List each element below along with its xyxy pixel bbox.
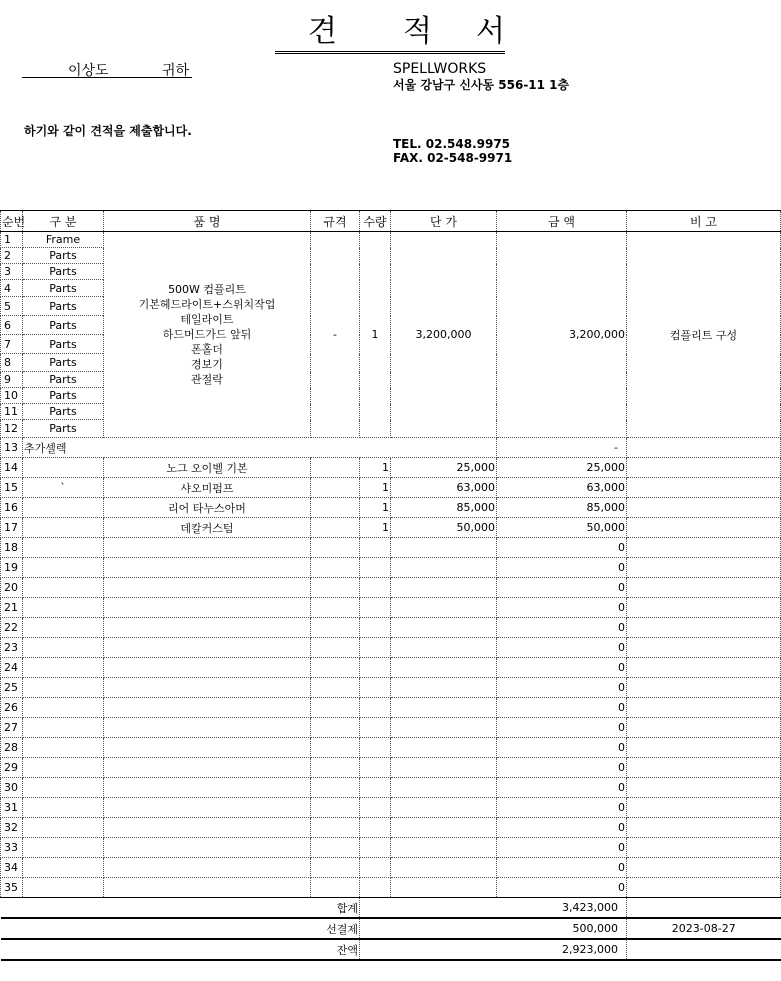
- row-number: 3: [1, 264, 23, 280]
- row-number: 17: [1, 518, 23, 538]
- row-amount: 85,000: [497, 498, 627, 518]
- row-number: 32: [1, 818, 23, 838]
- item-line: 경보기: [191, 358, 223, 371]
- row-unit-price: [391, 718, 497, 738]
- row-spec: [311, 638, 360, 658]
- row-category: [23, 798, 104, 818]
- table-row: [1, 718, 781, 738]
- row-unit-price: [391, 758, 497, 778]
- row-number: 35: [1, 878, 23, 898]
- table-row: [1, 498, 781, 518]
- row-number: 21: [1, 598, 23, 618]
- row-remark: [627, 538, 781, 558]
- table-row: [1, 878, 781, 898]
- row-item: [104, 678, 311, 698]
- total-remark: [627, 898, 781, 919]
- row-remark: [627, 798, 781, 818]
- row-unit-price: 63,000: [391, 478, 497, 498]
- row-spec: [311, 738, 360, 758]
- recipient-name: 이상도: [68, 63, 109, 79]
- total-gap: [360, 939, 497, 960]
- row-qty: [360, 558, 391, 578]
- row-number: 23: [1, 638, 23, 658]
- row-item: 샤오미펌프: [104, 478, 311, 498]
- row-qty: [360, 598, 391, 618]
- row-remark: [627, 518, 781, 538]
- main-item-description: [104, 232, 311, 438]
- row-remark: [627, 738, 781, 758]
- row-amount: 50,000: [497, 518, 627, 538]
- row-amount: 0: [497, 718, 627, 738]
- row-number: 10: [1, 388, 23, 404]
- row-qty: 1: [360, 498, 391, 518]
- row-amount: 0: [497, 778, 627, 798]
- total-label: 선결제: [1, 918, 360, 939]
- row-number: 16: [1, 498, 23, 518]
- row-qty: [360, 798, 391, 818]
- recipient-honorific: 귀하: [162, 63, 190, 79]
- row-amount: 0: [497, 618, 627, 638]
- row-number: 29: [1, 758, 23, 778]
- row-amount: 0: [497, 758, 627, 778]
- row-unit-price: [391, 878, 497, 898]
- total-gap: [360, 918, 497, 939]
- row-remark: [627, 558, 781, 578]
- row-item: [104, 858, 311, 878]
- row-amount: 0: [497, 638, 627, 658]
- row-amount: 0: [497, 598, 627, 618]
- row-unit-price: [391, 658, 497, 678]
- row-item: [104, 798, 311, 818]
- row-category: Frame: [23, 232, 104, 248]
- row-number: 25: [1, 678, 23, 698]
- row-spec: [311, 558, 360, 578]
- row-qty: [360, 878, 391, 898]
- row-amount: 0: [497, 818, 627, 838]
- row-unit-price: [391, 778, 497, 798]
- item-line: 500W 컴플리트: [168, 283, 246, 296]
- row-category: [23, 658, 104, 678]
- header-item: 품 명: [104, 211, 311, 232]
- total-remark: [627, 939, 781, 960]
- total-row: [1, 939, 781, 960]
- main-unit-price: 3,200,000: [391, 232, 497, 438]
- table-row: [1, 558, 781, 578]
- company-name: SPELLWORKS: [393, 61, 487, 77]
- item-line: 폰홀더: [191, 343, 223, 356]
- row-unit-price: 25,000: [391, 458, 497, 478]
- row-amount: 0: [497, 678, 627, 698]
- row-category: Parts: [23, 372, 104, 388]
- table-row: [1, 518, 781, 538]
- company-fax: FAX. 02-548-9971: [393, 151, 513, 165]
- main-qty: 1: [360, 232, 391, 438]
- row-number: 7: [1, 335, 23, 354]
- row-category: Parts: [23, 280, 104, 297]
- row-category: [23, 538, 104, 558]
- total-row: [1, 898, 781, 919]
- row-item: [104, 738, 311, 758]
- row-category: Parts: [23, 264, 104, 280]
- row-unit-price: [391, 858, 497, 878]
- row-remark: [627, 618, 781, 638]
- row-spec: [311, 578, 360, 598]
- row-spec: [311, 618, 360, 638]
- row-spec: [311, 718, 360, 738]
- row-unit-price: [391, 698, 497, 718]
- total-row: [1, 918, 781, 939]
- row-item: [104, 818, 311, 838]
- main-spec: -: [311, 232, 360, 438]
- row-number: 2: [1, 248, 23, 264]
- row-number: 6: [1, 316, 23, 335]
- row-item: [104, 698, 311, 718]
- row-item: 노그 오이벨 기본: [104, 458, 311, 478]
- row-category: [23, 598, 104, 618]
- row-item: [104, 838, 311, 858]
- row-category: Parts: [23, 404, 104, 420]
- row-qty: [360, 538, 391, 558]
- row-remark: [627, 578, 781, 598]
- table-row: [1, 818, 781, 838]
- company-address: 서울 강남구 신사동 556-11 1층: [393, 78, 570, 92]
- row-category: [23, 818, 104, 838]
- row-number: 1: [1, 232, 23, 248]
- row-item: 데칼커스텀: [104, 518, 311, 538]
- table-row: [1, 758, 781, 778]
- row-unit-price: 50,000: [391, 518, 497, 538]
- row-category: [23, 738, 104, 758]
- row-category: [23, 678, 104, 698]
- row-remark: [627, 658, 781, 678]
- title-char: 서: [476, 14, 505, 49]
- row-amount: 25,000: [497, 458, 627, 478]
- total-remark: 2023-08-27: [627, 918, 781, 939]
- row-category: Parts: [23, 297, 104, 316]
- table-row: [1, 738, 781, 758]
- row-number: 14: [1, 458, 23, 478]
- row-spec: [311, 498, 360, 518]
- row-category: [23, 698, 104, 718]
- row-qty: [360, 738, 391, 758]
- row-spec: [311, 878, 360, 898]
- row-remark: [627, 478, 781, 498]
- row-spec: [311, 778, 360, 798]
- row-qty: 1: [360, 518, 391, 538]
- row-category: [23, 778, 104, 798]
- row-number: 19: [1, 558, 23, 578]
- quote-table: [0, 210, 781, 961]
- table-row: [1, 858, 781, 878]
- row-remark: [627, 698, 781, 718]
- row-item: [104, 718, 311, 738]
- section-label: 추가셀렉: [23, 438, 497, 458]
- row-number: 15: [1, 478, 23, 498]
- row-remark: [627, 858, 781, 878]
- row-item: [104, 618, 311, 638]
- row-item: [104, 558, 311, 578]
- row-unit-price: [391, 638, 497, 658]
- row-number: 8: [1, 354, 23, 372]
- row-spec: [311, 478, 360, 498]
- row-amount: -: [497, 438, 627, 458]
- main-amount: 3,200,000: [497, 232, 627, 438]
- row-number: 28: [1, 738, 23, 758]
- row-number: 22: [1, 618, 23, 638]
- row-qty: [360, 858, 391, 878]
- row-remark: [627, 778, 781, 798]
- header-category: 구 분: [23, 211, 104, 232]
- row-spec: [311, 658, 360, 678]
- row-category: [23, 618, 104, 638]
- row-remark: [627, 458, 781, 478]
- row-unit-price: [391, 618, 497, 638]
- row-remark: [627, 878, 781, 898]
- row-number: 20: [1, 578, 23, 598]
- row-category: Parts: [23, 335, 104, 354]
- table-row: [1, 778, 781, 798]
- recipient-line: [22, 60, 192, 78]
- row-number: 26: [1, 698, 23, 718]
- row-item: [104, 538, 311, 558]
- row-amount: 0: [497, 858, 627, 878]
- row-remark: [627, 678, 781, 698]
- row-category: [23, 878, 104, 898]
- row-qty: [360, 578, 391, 598]
- row-unit-price: [391, 578, 497, 598]
- main-remark: 컴플리트 구성: [627, 232, 781, 438]
- row-qty: [360, 638, 391, 658]
- row-number: 5: [1, 297, 23, 316]
- row-item: [104, 658, 311, 678]
- row-remark: [627, 818, 781, 838]
- row-amount: 0: [497, 878, 627, 898]
- row-amount: 0: [497, 838, 627, 858]
- row-unit-price: [391, 598, 497, 618]
- row-number: 31: [1, 798, 23, 818]
- header-remark: 비 고: [627, 211, 781, 232]
- row-amount: 0: [497, 658, 627, 678]
- row-number: 4: [1, 280, 23, 297]
- item-line: 관절락: [191, 373, 223, 386]
- total-amount: 2,923,000: [497, 939, 627, 960]
- row-qty: 1: [360, 458, 391, 478]
- row-spec: [311, 798, 360, 818]
- row-spec: [311, 818, 360, 838]
- row-spec: [311, 518, 360, 538]
- header-qty: 수량: [360, 211, 391, 232]
- row-category: Parts: [23, 420, 104, 438]
- row-qty: [360, 758, 391, 778]
- table-row: [1, 838, 781, 858]
- table-row: [1, 232, 781, 248]
- table-row: [1, 618, 781, 638]
- table-row: [1, 578, 781, 598]
- row-amount: 0: [497, 798, 627, 818]
- row-remark: [627, 638, 781, 658]
- row-spec: [311, 598, 360, 618]
- row-item: [104, 758, 311, 778]
- row-number: 9: [1, 372, 23, 388]
- table-row: [1, 698, 781, 718]
- row-number: 33: [1, 838, 23, 858]
- row-category: Parts: [23, 354, 104, 372]
- row-amount: 63,000: [497, 478, 627, 498]
- row-category: [23, 558, 104, 578]
- row-qty: [360, 718, 391, 738]
- row-remark: [627, 718, 781, 738]
- row-category: [23, 858, 104, 878]
- row-remark: [627, 498, 781, 518]
- row-category: [23, 718, 104, 738]
- row-number: 18: [1, 538, 23, 558]
- row-spec: [311, 458, 360, 478]
- row-item: [104, 598, 311, 618]
- row-qty: [360, 618, 391, 638]
- row-number: 34: [1, 858, 23, 878]
- table-row: [1, 658, 781, 678]
- row-category: [23, 518, 104, 538]
- row-qty: [360, 658, 391, 678]
- row-item: [104, 578, 311, 598]
- row-number: 13: [1, 438, 23, 458]
- row-spec: [311, 678, 360, 698]
- row-category: [23, 758, 104, 778]
- row-qty: [360, 818, 391, 838]
- row-spec: [311, 838, 360, 858]
- intro-text: 하기와 같이 견적을 제출합니다.: [24, 124, 192, 138]
- header-unit-price: 단 가: [391, 211, 497, 232]
- row-category: [23, 498, 104, 518]
- row-number: 12: [1, 420, 23, 438]
- row-unit-price: [391, 738, 497, 758]
- company-tel: TEL. 02.548.9975: [393, 137, 511, 151]
- row-unit-price: [391, 678, 497, 698]
- row-amount: 0: [497, 698, 627, 718]
- table-row: [1, 598, 781, 618]
- row-unit-price: 85,000: [391, 498, 497, 518]
- row-remark: [627, 598, 781, 618]
- table-header-row: [1, 211, 781, 232]
- row-qty: 1: [360, 478, 391, 498]
- row-category: `: [23, 478, 104, 498]
- row-unit-price: [391, 558, 497, 578]
- row-qty: [360, 838, 391, 858]
- header-amount: 금 액: [497, 211, 627, 232]
- row-category: [23, 458, 104, 478]
- row-amount: 0: [497, 578, 627, 598]
- header-no: 순번: [1, 211, 23, 232]
- row-qty: [360, 698, 391, 718]
- row-qty: [360, 678, 391, 698]
- row-remark: [627, 758, 781, 778]
- total-amount: 3,423,000: [497, 898, 627, 919]
- row-unit-price: [391, 818, 497, 838]
- row-item: 리어 타누스아머: [104, 498, 311, 518]
- row-amount: 0: [497, 558, 627, 578]
- row-number: 24: [1, 658, 23, 678]
- row-category: [23, 838, 104, 858]
- row-unit-price: [391, 798, 497, 818]
- header-spec: 규격: [311, 211, 360, 232]
- item-line: 테일라이트: [180, 313, 234, 326]
- row-unit-price: [391, 538, 497, 558]
- row-item: [104, 638, 311, 658]
- item-line: 기본헤드라이트+스위치작업: [138, 298, 276, 311]
- document-title: [0, 6, 780, 54]
- row-amount: 0: [497, 738, 627, 758]
- row-item: [104, 778, 311, 798]
- row-unit-price: [391, 838, 497, 858]
- table-row: [1, 678, 781, 698]
- row-spec: [311, 698, 360, 718]
- row-qty: [360, 778, 391, 798]
- row-spec: [311, 758, 360, 778]
- total-gap: [360, 898, 497, 919]
- item-line: 하드머드가드 앞뒤: [162, 328, 252, 341]
- table-row: [1, 538, 781, 558]
- row-spec: [311, 858, 360, 878]
- row-amount: 0: [497, 538, 627, 558]
- row-number: 27: [1, 718, 23, 738]
- row-category: Parts: [23, 388, 104, 404]
- title-char: 적: [403, 14, 432, 49]
- row-remark: [627, 438, 781, 458]
- row-category: Parts: [23, 248, 104, 264]
- row-number: 30: [1, 778, 23, 798]
- row-category: [23, 578, 104, 598]
- row-remark: [627, 838, 781, 858]
- row-category: [23, 638, 104, 658]
- table-row: [1, 638, 781, 658]
- row-number: 11: [1, 404, 23, 420]
- title-char: 견: [308, 14, 337, 49]
- row-category: Parts: [23, 316, 104, 335]
- total-label: 잔액: [1, 939, 360, 960]
- total-label: 합계: [1, 898, 360, 919]
- table-row: [1, 798, 781, 818]
- table-row: [1, 478, 781, 498]
- row-spec: [311, 538, 360, 558]
- section-row: [1, 438, 781, 458]
- table-row: [1, 458, 781, 478]
- total-amount: 500,000: [497, 918, 627, 939]
- row-item: [104, 878, 311, 898]
